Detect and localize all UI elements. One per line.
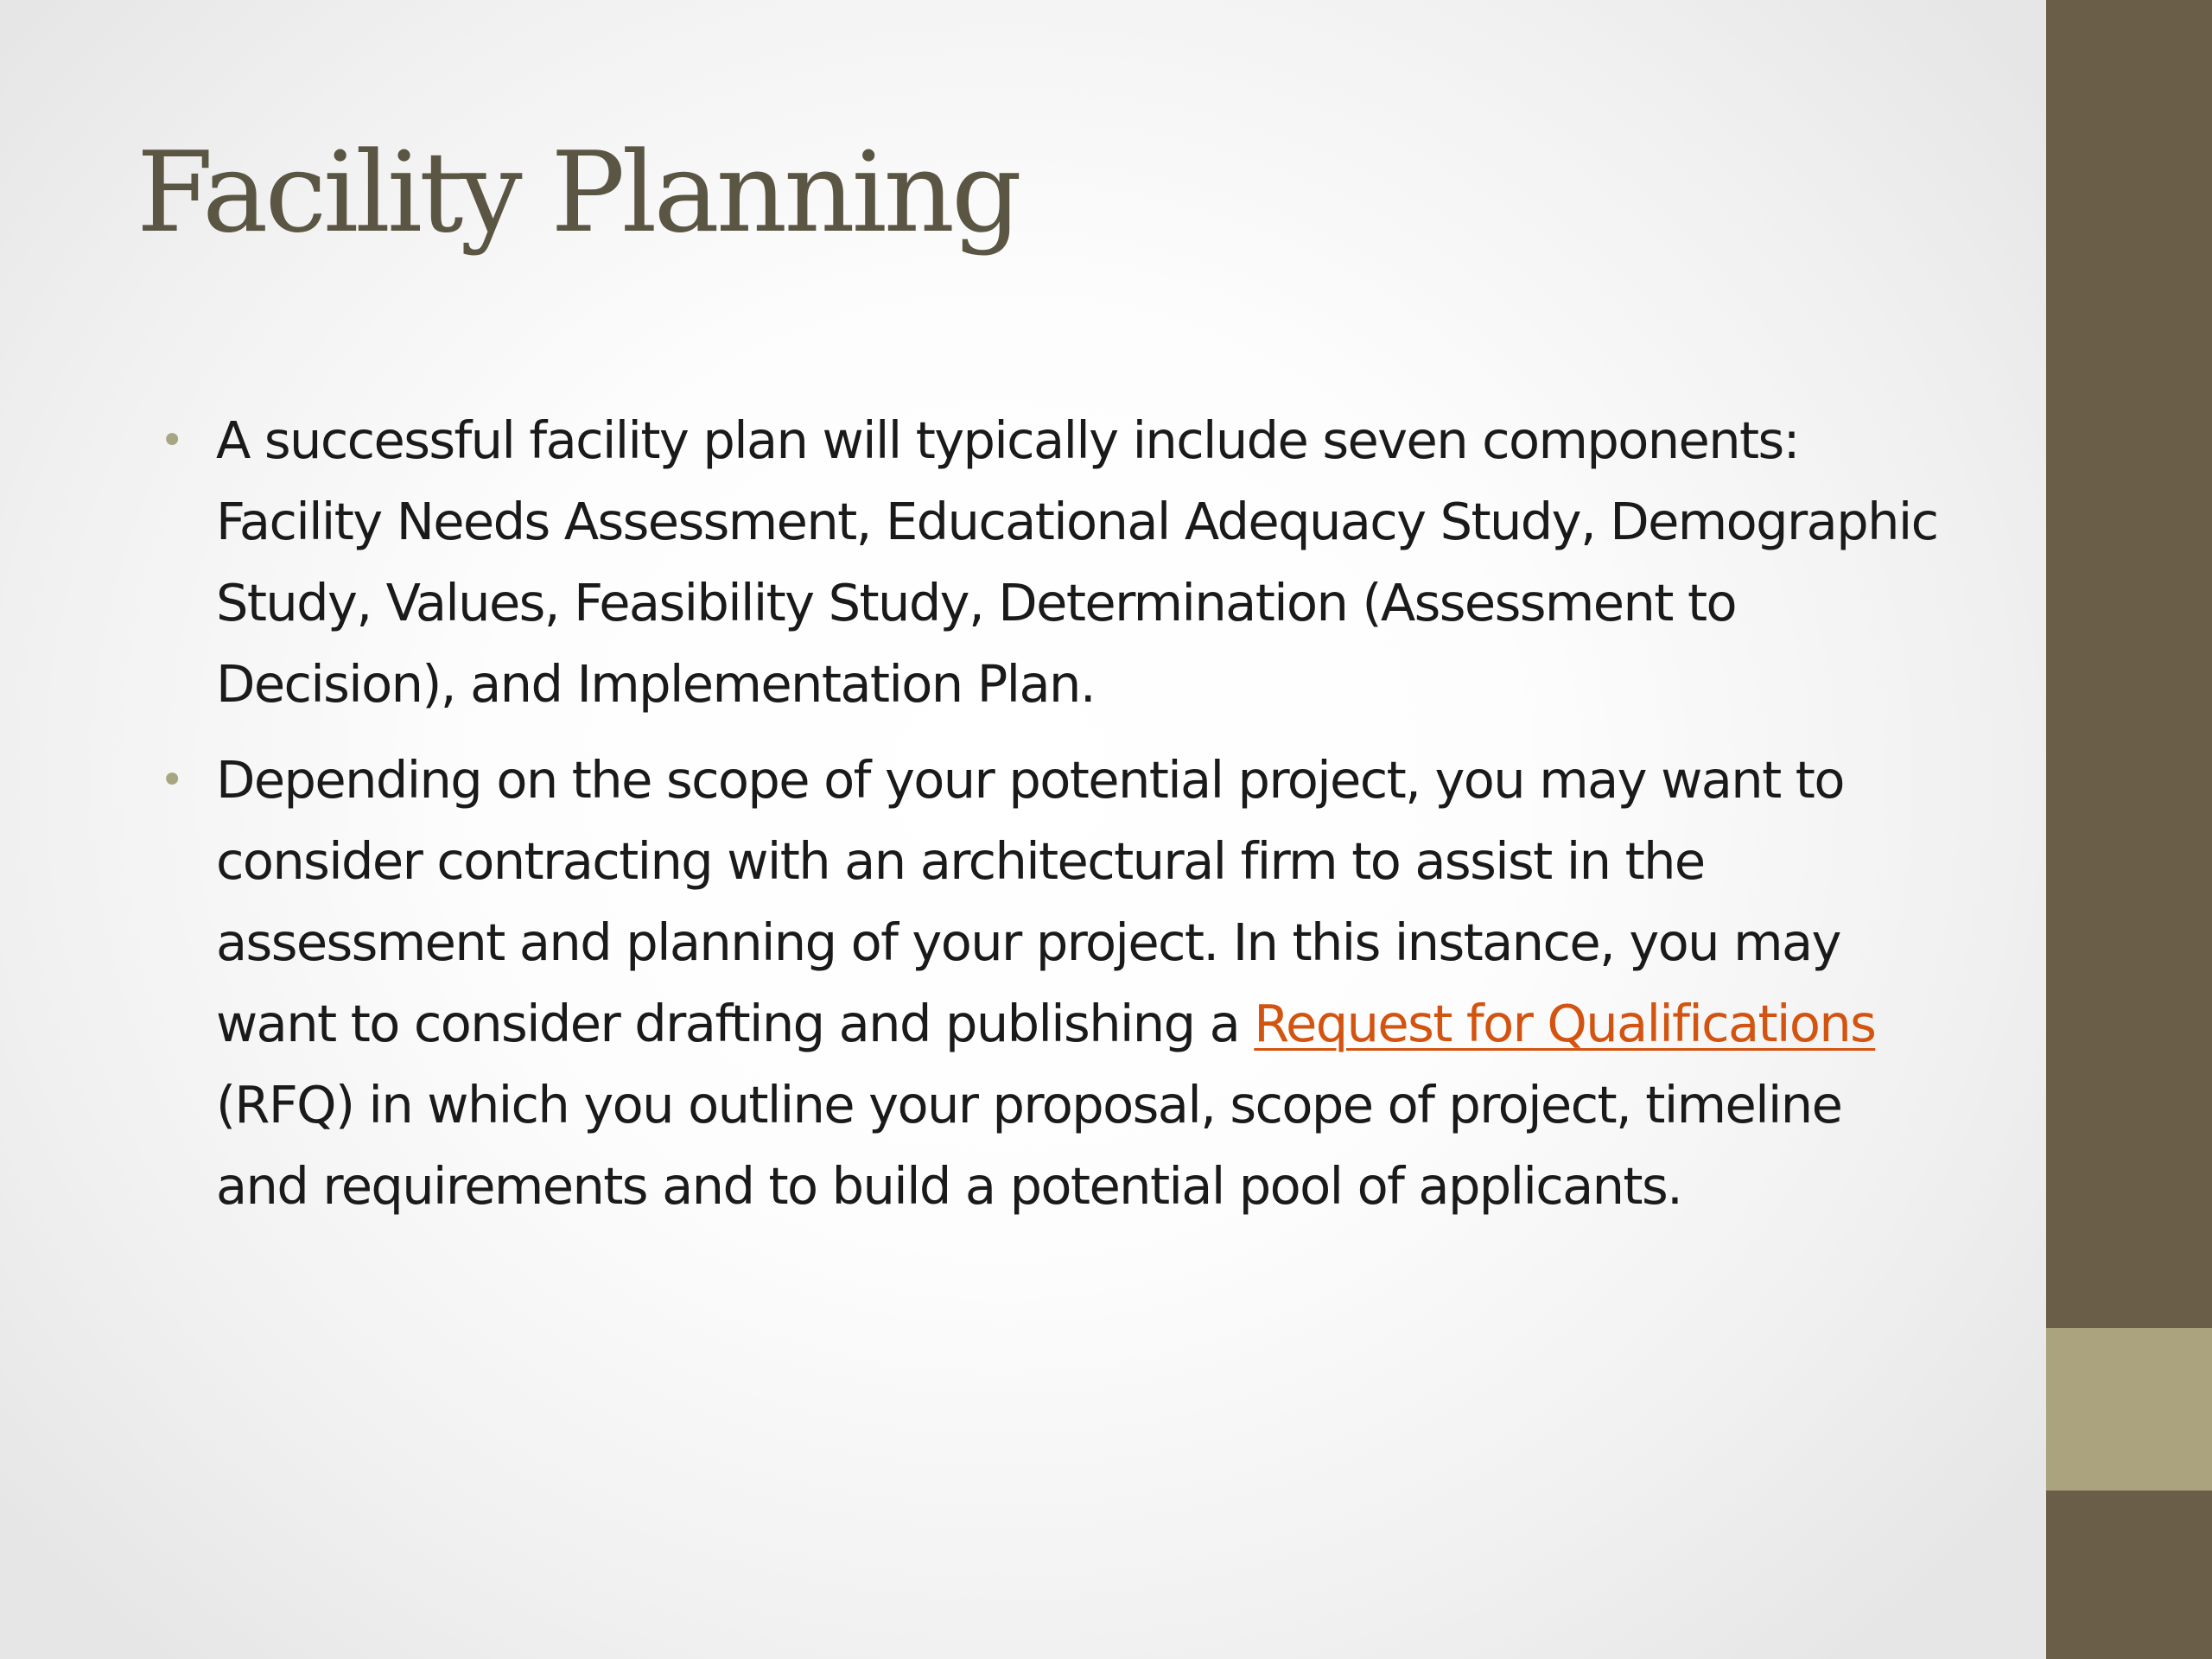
side-bar-accent — [2046, 1328, 2212, 1491]
bullet-item-components — [160, 400, 1940, 725]
rfq-link[interactable]: Request for Qualifications — [1254, 994, 1876, 1053]
bullet-list — [160, 400, 1940, 1242]
bullet-text: A successful facility plan will typically include seven components: Facility Needs Assessment, Educational Adequacy Study, Demographic Study, Values, Feasibility Study, Determination (Assessment to Decision), and Implementation Plan. — [216, 410, 1938, 714]
slide-title: Facility Planning — [137, 129, 1019, 257]
bullet-icon: • — [160, 756, 185, 804]
bullet-item-rfq — [160, 740, 1940, 1227]
bullet-text-before-link: Depending on the scope of your potential project, you may want to consider contracting with an architectural firm to assist in the assessment and planning of your project. In this instance, you may want to consider drafting and publishing a — [216, 750, 1844, 1053]
bullet-text — [216, 740, 1940, 1227]
bullet-text-after-link: (RFQ) in which you outline your proposal, scope of project, timeline and requirements and to build a potential pool of applicants. — [216, 1075, 1842, 1216]
bullet-icon: • — [160, 416, 185, 465]
